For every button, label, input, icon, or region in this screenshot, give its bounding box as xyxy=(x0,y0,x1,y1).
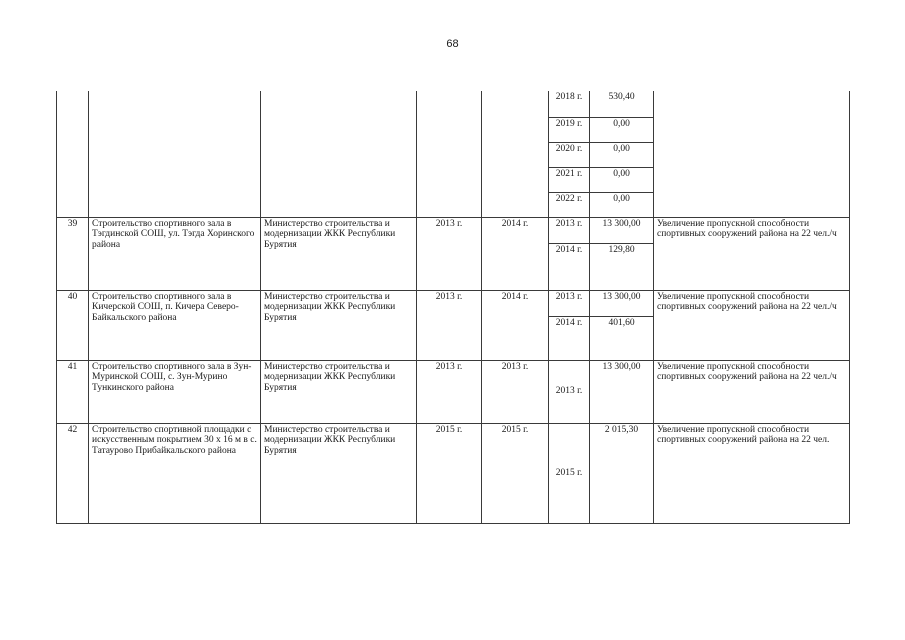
table-row xyxy=(57,360,850,423)
cell-end xyxy=(482,91,549,217)
cell-start: 2013 г. xyxy=(417,290,482,360)
cell-amount: 13 300,00 xyxy=(590,290,654,316)
cell-start: 2013 г. xyxy=(417,217,482,290)
cell-year: 2019 г. xyxy=(549,117,590,142)
cell-executor xyxy=(261,91,417,217)
cell-amount: 0,00 xyxy=(590,192,654,217)
cell-executor: Министерство строительства и модернизации ЖКК Республики Бурятия xyxy=(261,360,417,423)
cell-amount: 0,00 xyxy=(590,167,654,192)
cell-year: 2014 г. xyxy=(549,243,590,290)
cell-num xyxy=(57,91,89,217)
cell-result: Увеличение пропускной способности спортивных сооружений района на 22 чел. xyxy=(654,423,850,523)
cell-name: Строительство спортивного зала в Кичерской СОШ, п. Кичера Северо-Байкальского района xyxy=(89,290,261,360)
cell-result: Увеличение пропускной способности спортивных сооружений района на 22 чел./ч xyxy=(654,360,850,423)
cell-amount: 129,80 xyxy=(590,243,654,290)
cell-year: 2021 г. xyxy=(549,167,590,192)
cell-amount: 0,00 xyxy=(590,142,654,167)
cell-year: 2013 г. xyxy=(549,217,590,243)
cell-year: 2022 г. xyxy=(549,192,590,217)
cell-year: 2013 г. xyxy=(549,360,590,423)
cell-year: 2014 г. xyxy=(549,316,590,360)
cell-num: 39 xyxy=(57,217,89,290)
cell-name: Строительство спортивного зала в Зун-Муринской СОШ, с. Зун-Мурино Тункинского района xyxy=(89,360,261,423)
cell-executor: Министерство строительства и модернизации ЖКК Республики Бурятия xyxy=(261,423,417,523)
program-table xyxy=(56,91,850,524)
cell-end: 2013 г. xyxy=(482,360,549,423)
cell-amount: 0,00 xyxy=(590,117,654,142)
cell-name xyxy=(89,91,261,217)
cell-name: Строительство спортивного зала в Тэгдинской СОШ, ул. Тэгда Хоринского района xyxy=(89,217,261,290)
cell-result: Увеличение пропускной способности спортивных сооружений района на 22 чел./ч xyxy=(654,217,850,290)
cell-end: 2014 г. xyxy=(482,290,549,360)
cell-amount: 2 015,30 xyxy=(590,423,654,523)
table-row xyxy=(57,217,850,243)
cell-name: Строительство спортивной площадки с искусственным покрытием 30 х 16 м в с. Татаурово Прибайкальского района xyxy=(89,423,261,523)
page-number: 68 xyxy=(446,38,459,50)
cell-year: 2018 г. xyxy=(549,91,590,117)
table-row xyxy=(57,290,850,316)
cell-year: 2020 г. xyxy=(549,142,590,167)
table-row xyxy=(57,423,850,523)
cell-amount: 530,40 xyxy=(590,91,654,117)
cell-start: 2015 г. xyxy=(417,423,482,523)
cell-executor: Министерство строительства и модернизации ЖКК Республики Бурятия xyxy=(261,217,417,290)
cell-start: 2013 г. xyxy=(417,360,482,423)
cell-num: 41 xyxy=(57,360,89,423)
continuation-row xyxy=(57,91,850,117)
cell-num: 40 xyxy=(57,290,89,360)
cell-num: 42 xyxy=(57,423,89,523)
cell-amount: 401,60 xyxy=(590,316,654,360)
cell-result: Увеличение пропускной способности спортивных сооружений района на 22 чел./ч xyxy=(654,290,850,360)
cell-year: 2015 г. xyxy=(549,423,590,523)
cell-amount: 13 300,00 xyxy=(590,360,654,423)
cell-end: 2015 г. xyxy=(482,423,549,523)
cell-amount: 13 300,00 xyxy=(590,217,654,243)
cell-start xyxy=(417,91,482,217)
cell-result xyxy=(654,91,850,217)
cell-end: 2014 г. xyxy=(482,217,549,290)
cell-executor: Министерство строительства и модернизации ЖКК Республики Бурятия xyxy=(261,290,417,360)
cell-year: 2013 г. xyxy=(549,290,590,316)
